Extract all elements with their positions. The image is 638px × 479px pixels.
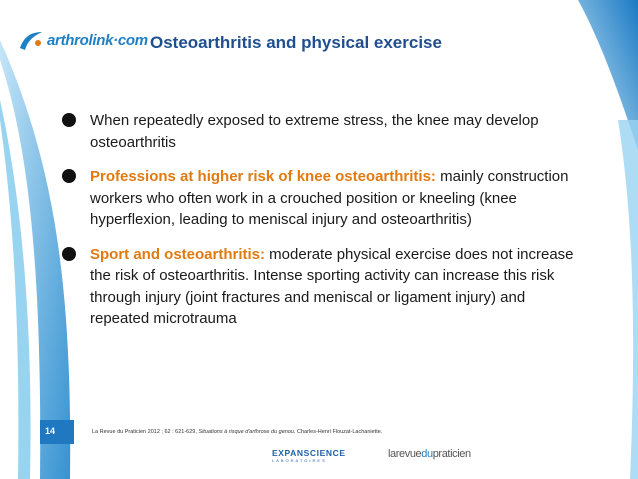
arthrolink-wordmark: arthrolink·com xyxy=(47,31,148,49)
revue-logo-part: du xyxy=(421,448,433,460)
expanscience-logo-sub: LABORATOIRES xyxy=(272,458,327,463)
bullet-highlight: Sport and osteoarthritis: xyxy=(90,245,266,263)
bullet-item-sport xyxy=(62,244,582,330)
bullet-dot-icon xyxy=(62,169,76,183)
reference-title: Situations à risque d'arthrose du genou. xyxy=(198,429,296,435)
page-title: Osteoarthritis and physical exercise xyxy=(150,33,442,52)
expanscience-logo-name: EXPANSCIENCE xyxy=(272,448,346,458)
bullet-text: moderate physical exercise does not increase the risk of osteoarthritis. Intense sporting activity can increase this risk through injury (joint fractures and meniscal or ligament injury) and repeated microtrauma xyxy=(90,245,574,327)
arthrolink-mark-icon xyxy=(18,28,44,52)
bullet-item-stress xyxy=(62,110,582,153)
reference-citation xyxy=(92,429,532,435)
bullet-text: When repeatedly exposed to extreme stress, the knee may develop osteoarthritis xyxy=(90,112,539,151)
page-number: 14 xyxy=(45,426,56,436)
bullet-dot-icon xyxy=(62,113,76,127)
bullet-list xyxy=(62,110,582,343)
bullet-item-professions xyxy=(62,166,582,231)
right-swoosh-decoration xyxy=(578,0,638,479)
revue-logo-part: larevue xyxy=(388,448,422,460)
bullet-text: mainly construction workers who often work in a crouched position or kneeling (knee hyperflexion, leading to meniscal injury and osteoarthritis) xyxy=(90,168,569,228)
revue-du-praticien-logo xyxy=(388,448,508,460)
arthrolink-logo xyxy=(18,28,148,52)
reference-author: Charles-Henri Flouzat-Lachaniette. xyxy=(295,429,383,435)
revue-logo-part: praticien xyxy=(432,448,471,460)
expanscience-logo xyxy=(272,448,356,466)
reference-source: La Revue du Praticien 2012 ; 62 : 621-629, xyxy=(92,429,199,435)
bullet-highlight: Professions at higher risk of knee osteoarthritis: xyxy=(90,168,436,185)
bullet-dot-icon xyxy=(62,247,76,261)
